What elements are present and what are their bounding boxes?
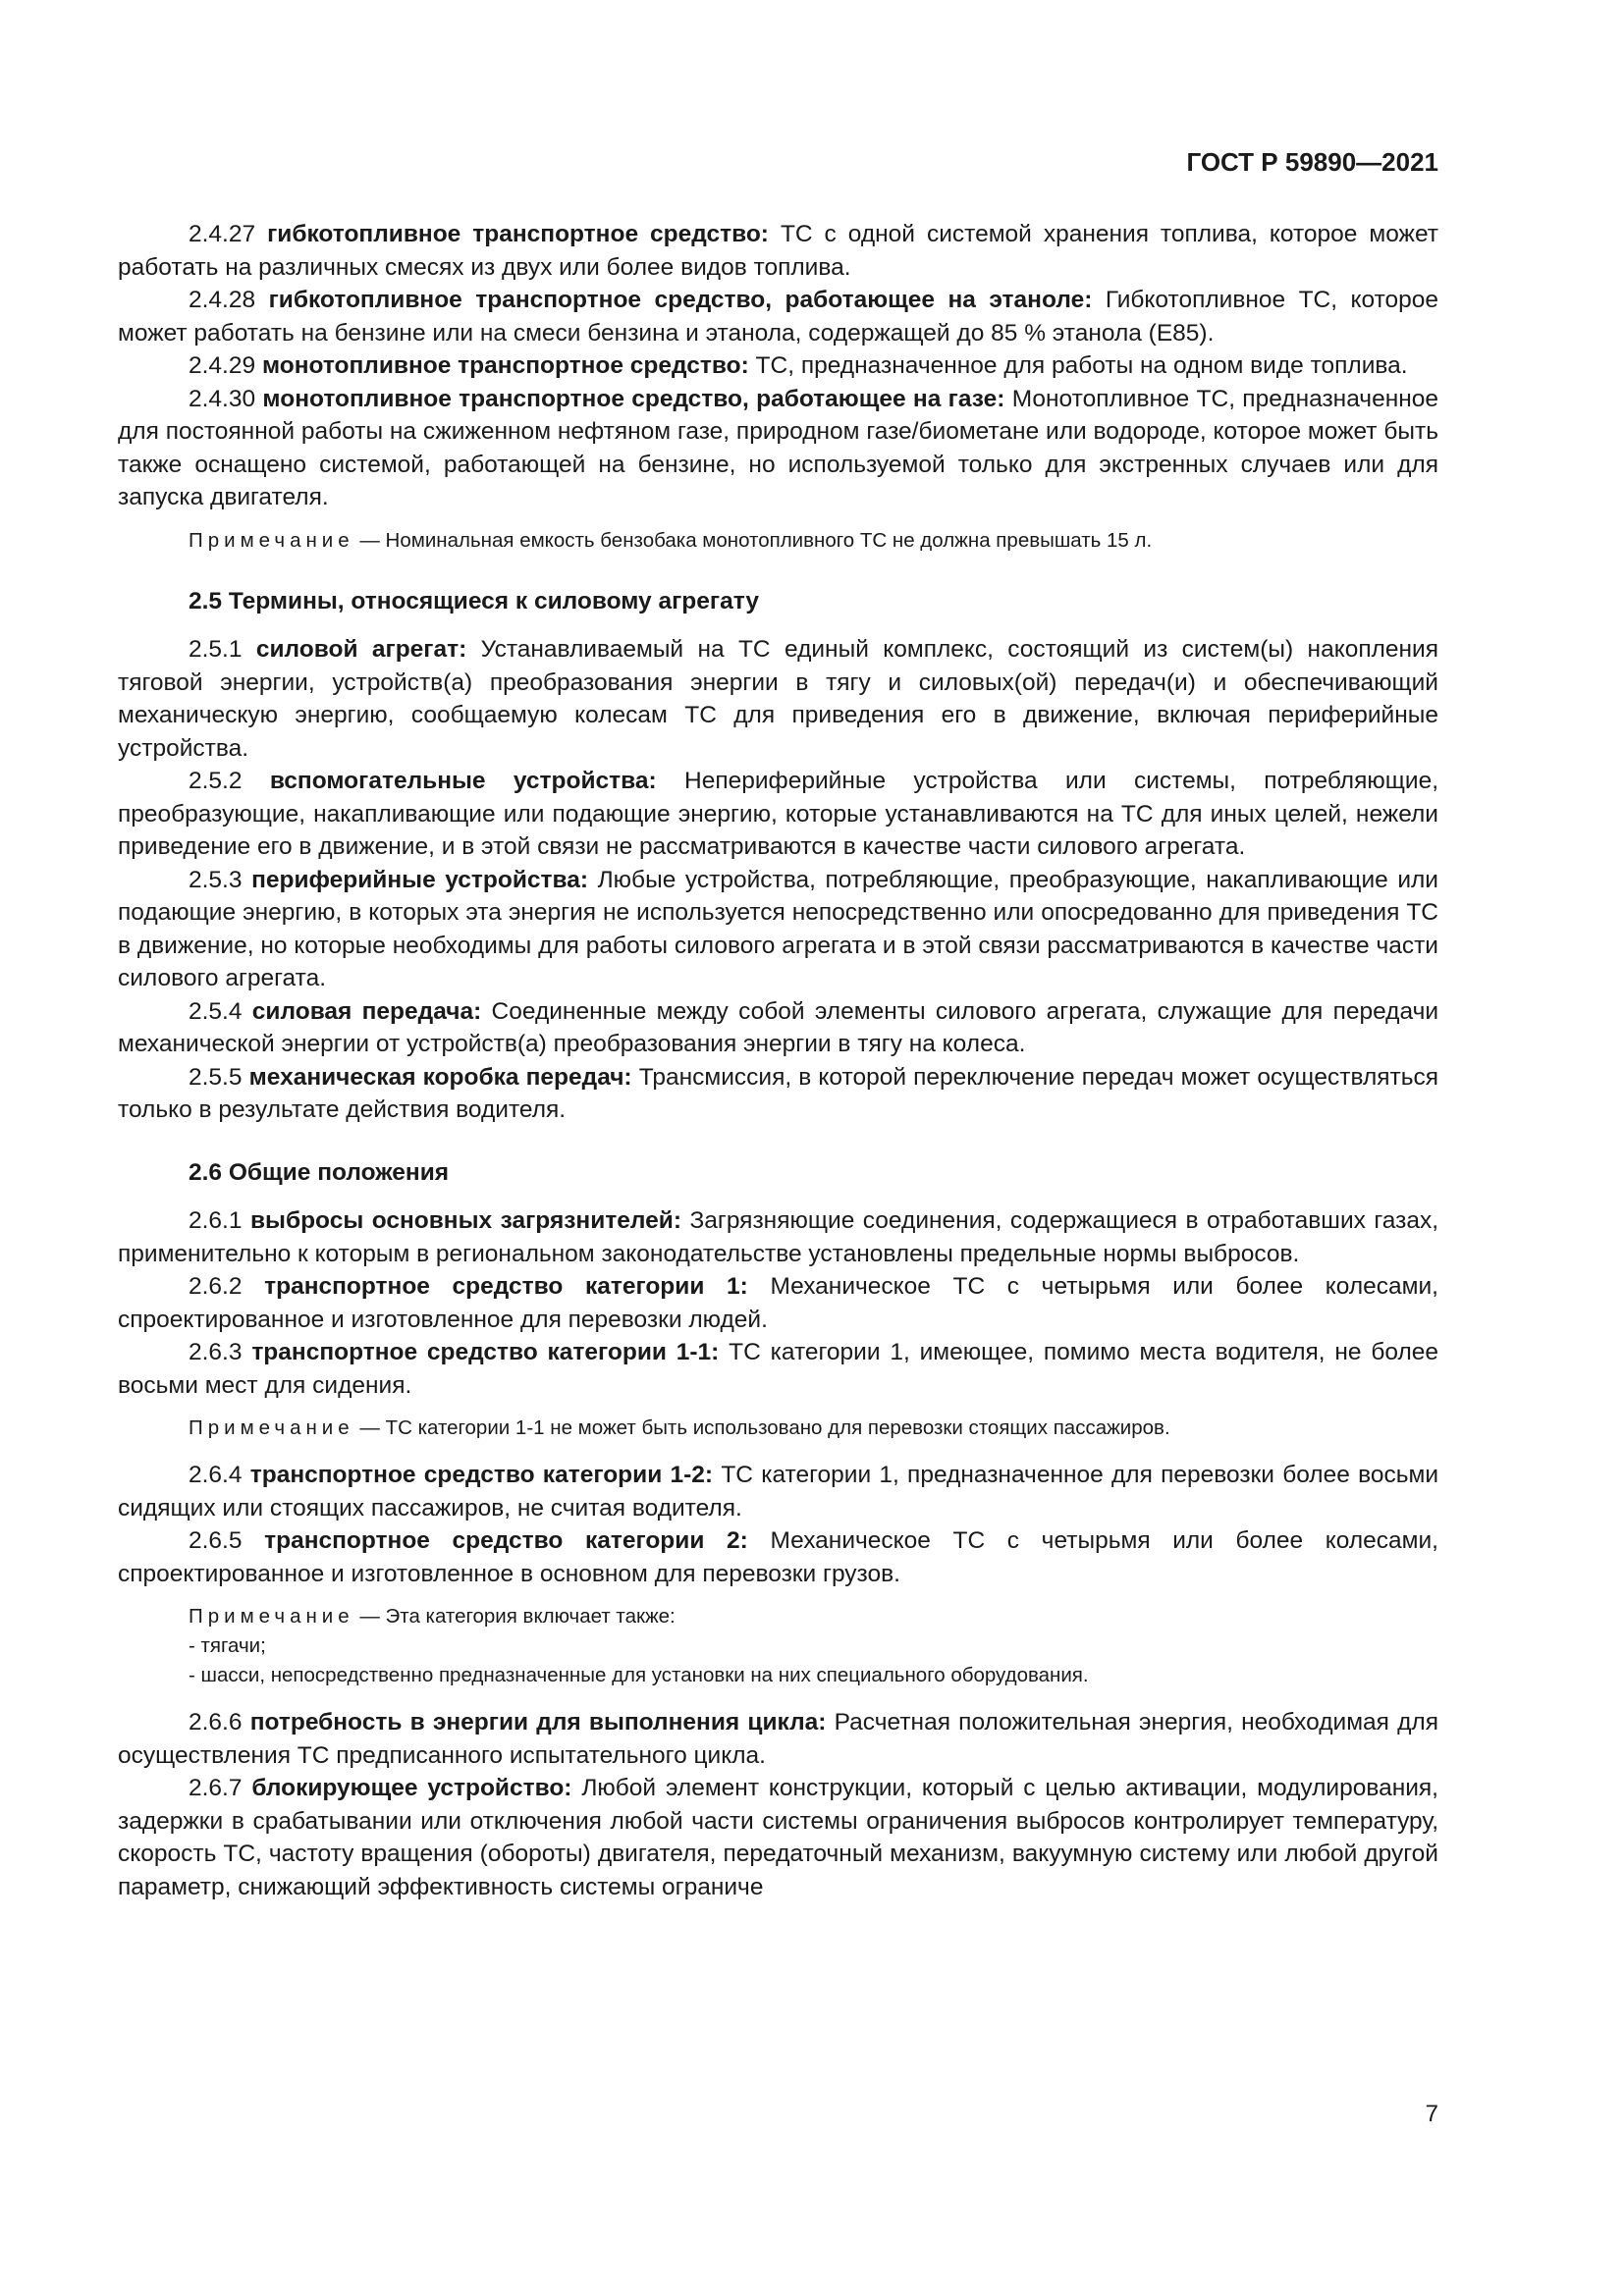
term: монотопливное транспортное средство:: [261, 352, 749, 379]
page-content: [118, 218, 1438, 1903]
note-3-item: - шасси, непосредственно предназначенные для установки на них специального оборудования.: [189, 1664, 1089, 1686]
note-3: [118, 1602, 1438, 1631]
paragraph-number: 2.6.4: [189, 1462, 243, 1488]
definition: Устанавливаемый на ТС единый комплекс, состоящий из систем(ы) накопления тяговой энергии, устройств(а) преобразования энергии в тягу и силовых(ой) передач(и) и обеспечивающий механическую энергию, сообщаемую колесам ТС для приведения его в движение, включая периферийные устройства.: [118, 636, 1438, 762]
definition: Любые устройства, потребляющие, преобразующие, накапливающие или подающие энергию, в которых эта энергия не используется непосредственно или опосредованно для приведения ТС в движение, но которые необходимы для работы силового агрегата и в этой связи рассматриваются в качестве части силового агрегата.: [118, 866, 1438, 991]
term: гибкотопливное транспортное средство, работающее на этаноле:: [268, 287, 1093, 313]
paragraph-number: 2.6.3: [189, 1339, 243, 1365]
paragraph-number: 2.6.5: [189, 1527, 243, 1554]
definition: ТС категории 1, имеющее, помимо места водителя, не более восьми мест для сидения.: [118, 1339, 1438, 1399]
definition: ТС, предназначенное для работы на одном виде топлива.: [755, 352, 1408, 379]
note-label: Примечание: [189, 1605, 354, 1628]
definition: Механическое ТС с четырьмя или более колесами, спроектированное и изготовленное в основном для перевозки грузов.: [118, 1527, 1438, 1587]
section-heading-2-6: 2.6 Общие положения: [189, 1158, 450, 1186]
definition: ТС с одной системой хранения топлива, которое может работать на различных смесях из двух или более видов топлива.: [118, 221, 1438, 281]
paragraph-2-6-3: [118, 1336, 1438, 1402]
term: силовой агрегат:: [255, 636, 467, 663]
paragraph-number: 2.6.2: [189, 1273, 243, 1300]
paragraph-number: 2.4.28: [189, 287, 256, 313]
paragraph-number: 2.4.30: [189, 385, 256, 412]
note-3-item: - тягачи;: [189, 1634, 266, 1657]
definition: Непериферийные устройства или системы, потребляющие, преобразующие, накапливающие или подающие энергию, которые устанавливаются на ТС для иных целей, нежели приведение его в движение, и в этой связи не рассматриваются в качестве части силового агрегата.: [118, 768, 1439, 860]
paragraph-number: 2.5.5: [189, 1063, 243, 1091]
definition: Загрязняющие соединения, содержащиеся в отработавших газах, применительно к которым в региональном законодательстве установлены предельные нормы выбросов.: [118, 1207, 1439, 1267]
note-label: Примечание: [189, 1416, 354, 1439]
term: выбросы основных загрязнителей:: [249, 1207, 681, 1234]
definition: Любой элемент конструкции, который с целью активации, модулирования, задержки в срабатывании или отключения любой части системы ограничения выбросов контролирует температуру, скорость ТС, частоту вращения (обороты) двигателя, передаточный механизм, вакуумную систему или любой другой параметр, снижающий эффективность системы ограниче: [118, 1775, 1438, 1900]
paragraph-2-4-28: [118, 284, 1438, 349]
paragraph-2-5-5: [118, 1061, 1438, 1127]
paragraph-number: 2.4.27: [189, 221, 256, 247]
paragraph-2-5-3: [118, 864, 1438, 995]
paragraph-2-4-27: [118, 218, 1438, 284]
paragraph-number: 2.6.6: [189, 1709, 243, 1735]
paragraph-number: 2.5.4: [189, 997, 243, 1025]
note-text: — ТС категории 1-1 не может быть использовано для перевозки стоящих пассажиров.: [359, 1416, 1170, 1439]
paragraph-2-6-5: [118, 1524, 1438, 1590]
paragraph-number: 2.5.1: [189, 636, 243, 663]
paragraph-2-6-6: [118, 1706, 1438, 1772]
definition: ТС категории 1, предназначенное для перевозки более восьми сидящих или стоящих пассажиров, не считая водителя.: [118, 1462, 1439, 1522]
paragraph-2-5-4: [118, 995, 1438, 1061]
term: блокирующее устройство:: [251, 1775, 572, 1801]
term: монотопливное транспортное средство, работающее на газе:: [262, 385, 1005, 412]
term: транспортное средство категории 1-2:: [249, 1462, 714, 1488]
note-1: [118, 526, 1438, 556]
definition: Механическое ТС с четырьмя или более колесами, спроектированное и изготовленное для перевозки людей.: [118, 1273, 1438, 1333]
term: силовая передача:: [251, 997, 482, 1025]
paragraph-number: 2.4.29: [189, 352, 256, 379]
paragraph-number: 2.5.3: [189, 866, 243, 893]
term: транспортное средство категории 1-1:: [251, 1339, 720, 1365]
paragraph-2-5-2: [118, 765, 1438, 864]
term: транспортное средство категории 2:: [264, 1527, 748, 1554]
definition: Расчетная положительная энергия, необходимая для осуществления ТС предписанного испытательного цикла.: [118, 1709, 1438, 1769]
paragraph-number: 2.5.2: [189, 768, 243, 794]
note-2: [118, 1414, 1438, 1443]
paragraph-2-5-1: [118, 633, 1438, 765]
definition: Соединенные между собой элементы силового агрегата, служащие для передачи механической энергии от устройств(а) преобразования энергии в тягу на колеса.: [118, 997, 1439, 1057]
paragraph-2-6-4: [118, 1459, 1438, 1524]
term: транспортное средство категории 1:: [264, 1273, 748, 1300]
paragraph-number: 2.6.1: [189, 1207, 243, 1234]
page-number: 7: [1425, 2101, 1438, 2127]
section-heading-2-5: 2.5 Термины, относящиеся к силовому агрегату: [189, 587, 759, 614]
paragraph-number: 2.6.7: [189, 1775, 243, 1801]
term: гибкотопливное транспортное средство:: [267, 221, 769, 247]
note-label: Примечание: [189, 528, 354, 552]
document-code: ГОСТ Р 59890—2021: [1186, 147, 1438, 177]
note-text: — Эта категория включает также:: [359, 1605, 676, 1628]
term: периферийные устройства:: [251, 866, 589, 893]
paragraph-2-4-30: [118, 383, 1438, 514]
note-text: — Номинальная емкость бензобака монотопливного ТС не должна превышать 15 л.: [359, 528, 1153, 552]
definition: Трансмиссия, в которой переключение передач может осуществляться только в результате действия водителя.: [118, 1063, 1439, 1123]
definition: Гибкотопливное ТС, которое может работать на бензине или на смеси бензина и этанола, содержащей до 85 % этанола (Е85).: [118, 287, 1439, 347]
paragraph-2-6-7: [118, 1772, 1438, 1903]
term: механическая коробка передач:: [248, 1063, 632, 1091]
paragraph-2-4-29: [118, 349, 1438, 383]
paragraph-2-6-2: [118, 1270, 1438, 1336]
paragraph-2-6-1: [118, 1204, 1438, 1270]
term: потребность в энергии для выполнения цикла:: [249, 1709, 827, 1735]
definition: Монотопливное ТС, предназначенное для постоянной работы на сжиженном нефтяном газе, природном газе/биометане или водороде, которое может быть также оснащено системой, работающей на бензине, но используемой только для экстренных случаев или для запуска двигателя.: [118, 385, 1439, 510]
term: вспомогательные устройства:: [269, 768, 657, 794]
